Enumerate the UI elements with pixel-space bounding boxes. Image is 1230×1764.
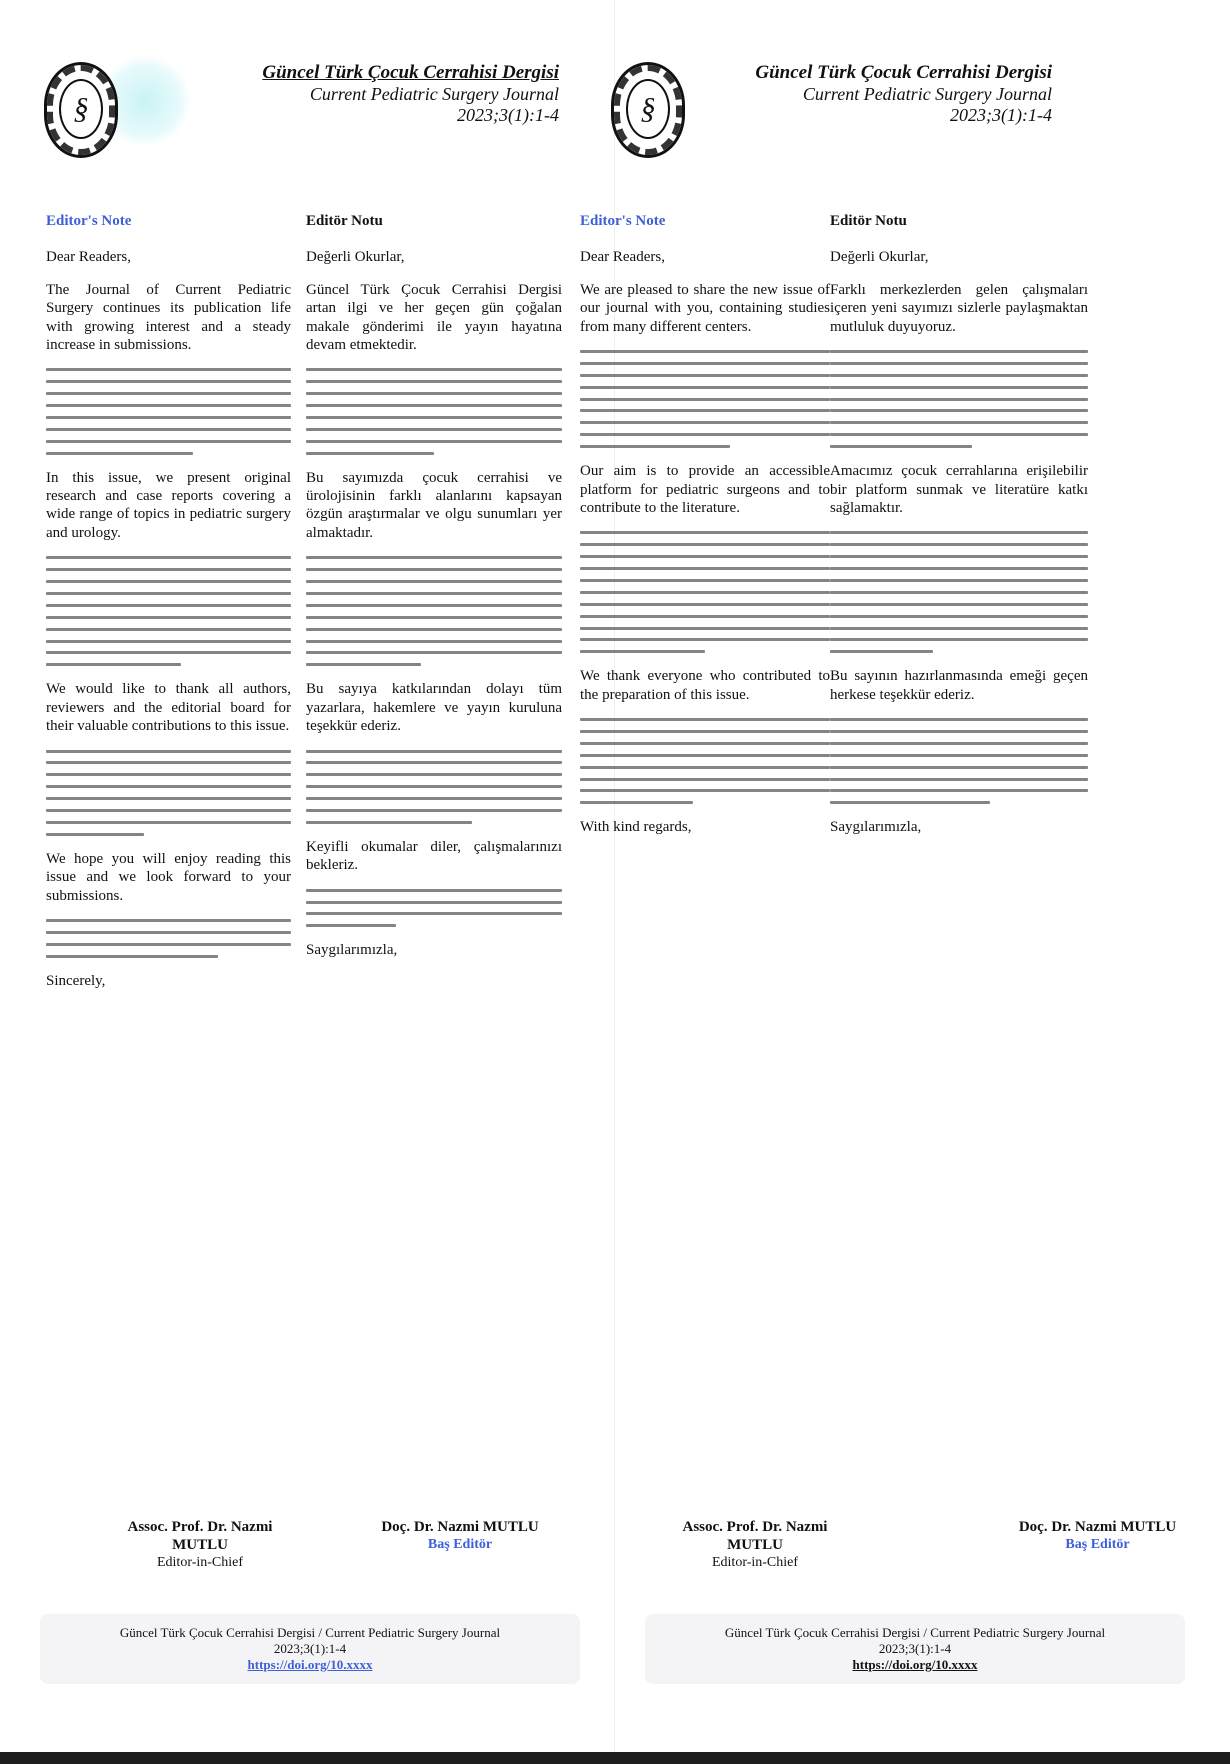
paragraph: Amacımız çocuk cerrahlarına erişilebilir bir platform sunmak ve literatüre katkı sağlamaktır. [830,463,1088,516]
paragraph-lines [46,368,291,454]
paragraph-lines [830,350,1088,448]
signature-role: Baş Editör [1065,1537,1130,1552]
journal-logo [44,62,118,158]
paragraph-lines [46,919,291,958]
signature-english [655,1518,855,1572]
column-turkish [306,212,562,960]
paragraph: The Journal of Current Pediatric Surgery continues its publication life with growing interest and a steady increase in submissions. [46,281,291,354]
paragraph: In this issue, we present original research and case reports covering a wide range of topics in pediatric surgery and urology. [46,469,291,541]
journal-title[interactable]: Güncel Türk Çocuk Cerrahisi Dergisi [755,62,1052,83]
footer-issue: 2023;3(1):1-4 [273,1641,347,1656]
paragraph: Bu sayının hazırlanmasında emeği geçen herkese teşekkür ederiz. [830,668,1088,703]
paragraph-lines [830,718,1088,804]
paragraph: We hope you will enjoy reading this issue and we look forward to your submissions. [46,850,291,904]
page-footer [40,1614,580,1684]
paragraph-lines [46,556,291,666]
paragraph-lines [306,889,562,928]
paragraph: Keyifli okumalar diler, çalışmalarınızı bekleriz. [306,838,562,874]
logo-emblem-icon: § [626,79,670,139]
column-title: Editor's Note [46,213,132,229]
column-english [580,212,830,837]
signature-turkish [985,1518,1210,1554]
paragraph: Farklı merkezlerden gelen çalışmaları içeren yeni sayımızı sizlerle paylaşmaktan mutluluk duyuyoruz. [830,281,1088,335]
page-footer [645,1614,1185,1684]
paragraph-lines [306,750,562,824]
paragraph: Bu sayımızda çocuk cerrahisi ve ürolojisinin farklı alanlarını kapsayan özgün araştırmalar ve olgu sunumları yer almaktadır. [306,469,562,541]
signature-name: Assoc. Prof. Dr. Nazmi MUTLU [682,1519,828,1553]
paragraph: We are pleased to share the new issue of our journal with you, containing studies from many different centers. [580,281,830,335]
closing: Sincerely, [46,972,106,989]
signature-name: Assoc. Prof. Dr. Nazmi MUTLU [127,1519,273,1553]
paragraph: Our aim is to provide an accessible platform for pediatric surgeons and to contribute to the literature. [580,463,830,516]
signature-name: Doç. Dr. Nazmi MUTLU [1018,1519,1177,1535]
paragraph-lines [830,531,1088,653]
journal-header [259,62,559,126]
journal-subtitle: Current Pediatric Surgery Journal [802,84,1052,104]
paragraph-lines [580,718,830,804]
logo-emblem-icon: § [59,79,103,139]
column-title: Editor's Note [580,213,666,229]
paragraph: We thank everyone who contributed to the preparation of this issue. [580,668,830,703]
signature-turkish [345,1518,575,1554]
salutation: Değerli Okurlar, [306,249,405,266]
page-2 [580,0,1230,1764]
salutation: Dear Readers, [580,249,665,266]
salutation: Değerli Okurlar, [830,249,929,266]
column-english [46,212,291,990]
paragraph-lines [580,531,830,653]
column-title: Editör Notu [306,213,383,229]
journal-title[interactable]: Güncel Türk Çocuk Cerrahisi Dergisi [262,62,559,83]
signature-role: Editor-in-Chief [711,1555,799,1570]
paragraph-lines [306,368,562,454]
paragraph: Güncel Türk Çocuk Cerrahisi Dergisi artan ilgi ve her geçen gün çoğalan makale gönderimi ile yayın hayatına devam etmektedir. [306,281,562,354]
journal-header [752,62,1052,126]
signature-role: Editor-in-Chief [156,1555,244,1570]
footer-doi-link[interactable]: https://doi.org/10.xxxx [247,1657,373,1672]
journal-logo [611,62,685,158]
paragraph-lines [46,750,291,836]
footer-journal: Güncel Türk Çocuk Cerrahisi Dergisi / Current Pediatric Surgery Journal [724,1625,1106,1640]
salutation: Dear Readers, [46,249,131,266]
column-title: Editör Notu [830,213,907,229]
signature-english [100,1518,300,1572]
journal-subtitle: Current Pediatric Surgery Journal [309,84,559,104]
paragraph-lines [580,350,830,448]
footer-journal: Güncel Türk Çocuk Cerrahisi Dergisi / Current Pediatric Surgery Journal [119,1625,501,1640]
signature-role: Baş Editör [427,1537,493,1552]
journal-issue: 2023;3(1):1-4 [950,105,1052,125]
paragraph-lines [306,556,562,666]
signature-name: Doç. Dr. Nazmi MUTLU [381,1519,539,1535]
closing: With kind regards, [580,819,692,836]
column-turkish [830,212,1088,837]
footer-doi-link[interactable]: https://doi.org/10.xxxx [852,1657,978,1672]
footer-issue: 2023;3(1):1-4 [878,1641,952,1656]
journal-issue: 2023;3(1):1-4 [457,105,559,125]
paragraph: Bu sayıya katkılarından dolayı tüm yazarlara, hakemlere ve yayın kuruluna teşekkür ederiz. [306,681,562,735]
paragraph: We would like to thank all authors, reviewers and the editorial board for their valuable contributions to this issue. [46,681,291,735]
closing: Saygılarımızla, [830,819,922,836]
bottom-bar [0,1752,1230,1764]
closing: Saygılarımızla, [306,942,398,959]
